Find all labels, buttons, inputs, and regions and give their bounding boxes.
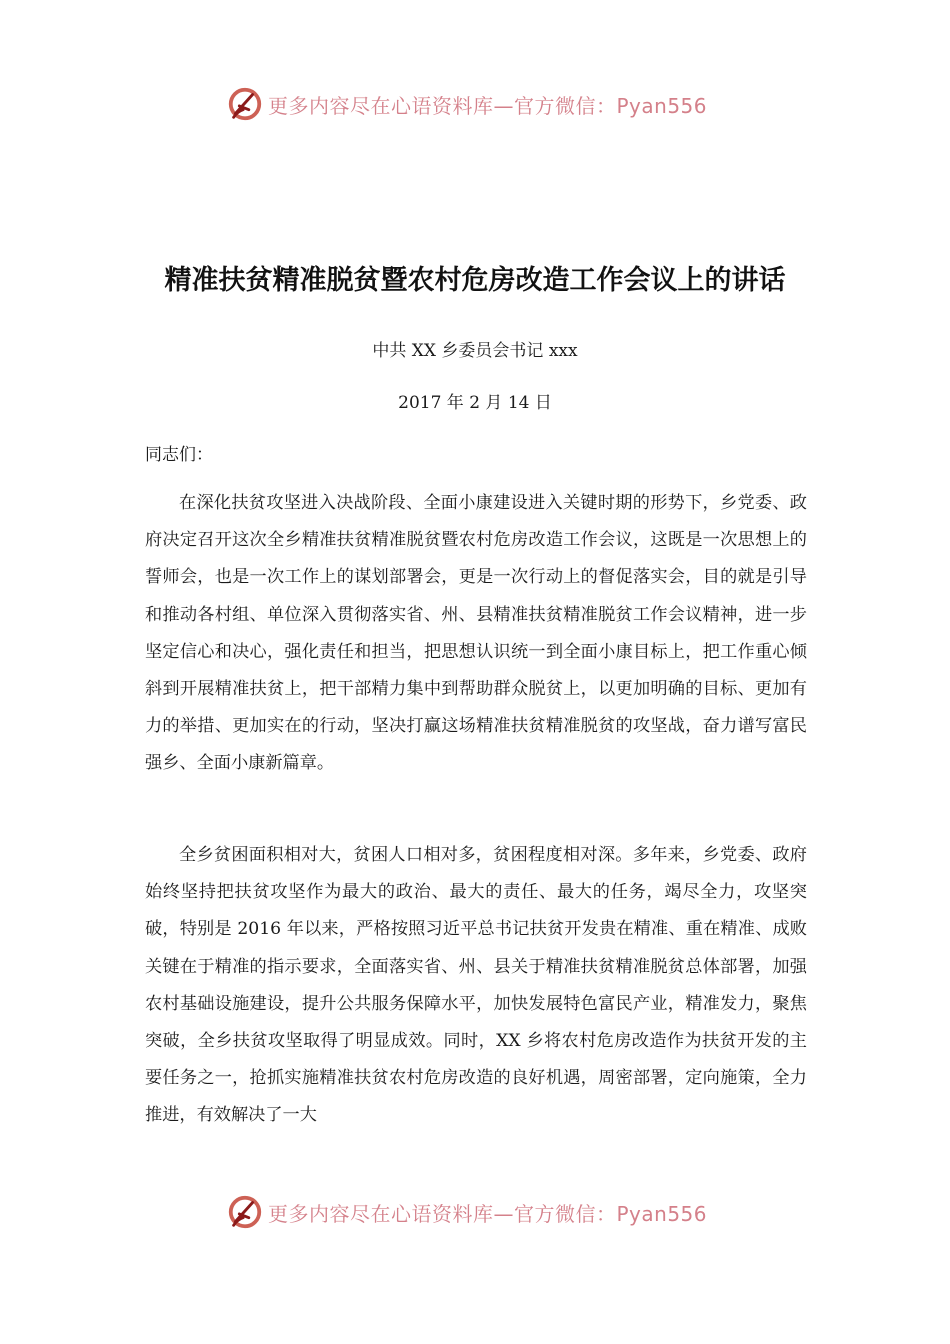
- document-author: 中共 XX 乡委员会书记 xxx: [372, 341, 578, 361]
- salutation: 同志们：: [145, 445, 213, 465]
- body-paragraph: 在深化扶贫攻坚进入决战阶段、全面小康建设进入关键时期的形势下，乡党委、政府决定召开这次全乡精准扶贫精准脱贫暨农村危房改造工作会议，这既是一次思想上的誓师会，也是一次工作上的谋划部署会，更是一次行动上的督促落实会，目的就是引导和推动各村组、单位深入贯彻落实省、州、县精准扶贫精准脱贫工作会议精神，进一步坚定信心和决心，强化责任和担当，把思想认识统一到全面小康目标上，把工作重心倾斜到开展精准扶贫上，把干部精力集中到帮助群众脱贫上，以更加明确的目标、更加有力的举措、更加实在的行动，坚决打赢这场精准扶贫精准脱贫的攻坚战，奋力谱写富民强乡、全面小康新篇章。: [145, 493, 807, 774]
- watermark-text: 更多内容尽在心语资料库—官方微信：Pyan556: [268, 93, 708, 118]
- document-date: 2017 年 2 月 14 日: [398, 393, 552, 413]
- watermark-text: 更多内容尽在心语资料库—官方微信：Pyan556: [268, 1201, 708, 1226]
- brush-logo-icon: [226, 85, 264, 123]
- watermark-header: [226, 84, 746, 124]
- body-paragraph: 全乡贫困面积相对大，贫困人口相对多，贫困程度相对深。多年来，乡党委、政府始终坚持把扶贫攻坚作为最大的政治、最大的责任、最大的任务，竭尽全力，攻坚突破，特别是 2016 年以来，严格按照习近平总书记扶贫开发贵在精准、重在精准、成败关键在于精准的指示要求，全面落实省、州、县关于精准扶贫精准脱贫总体部署，加强农村基础设施建设，提升公共服务保障水平，加快发展特色富民产业，精准发力，聚焦突破，全乡扶贫攻坚取得了明显成效。同时，XX 乡将农村危房改造作为扶贫开发的主要任务之一，抢抓实施精准扶贫农村危房改造的良好机遇，周密部署，定向施策，全力推进，有效解决了一大: [145, 845, 807, 1126]
- document-title: 精准扶贫精准脱贫暨农村危房改造工作会议上的讲话: [164, 265, 786, 296]
- brush-logo-icon: [226, 1193, 264, 1231]
- watermark-footer: [226, 1192, 746, 1232]
